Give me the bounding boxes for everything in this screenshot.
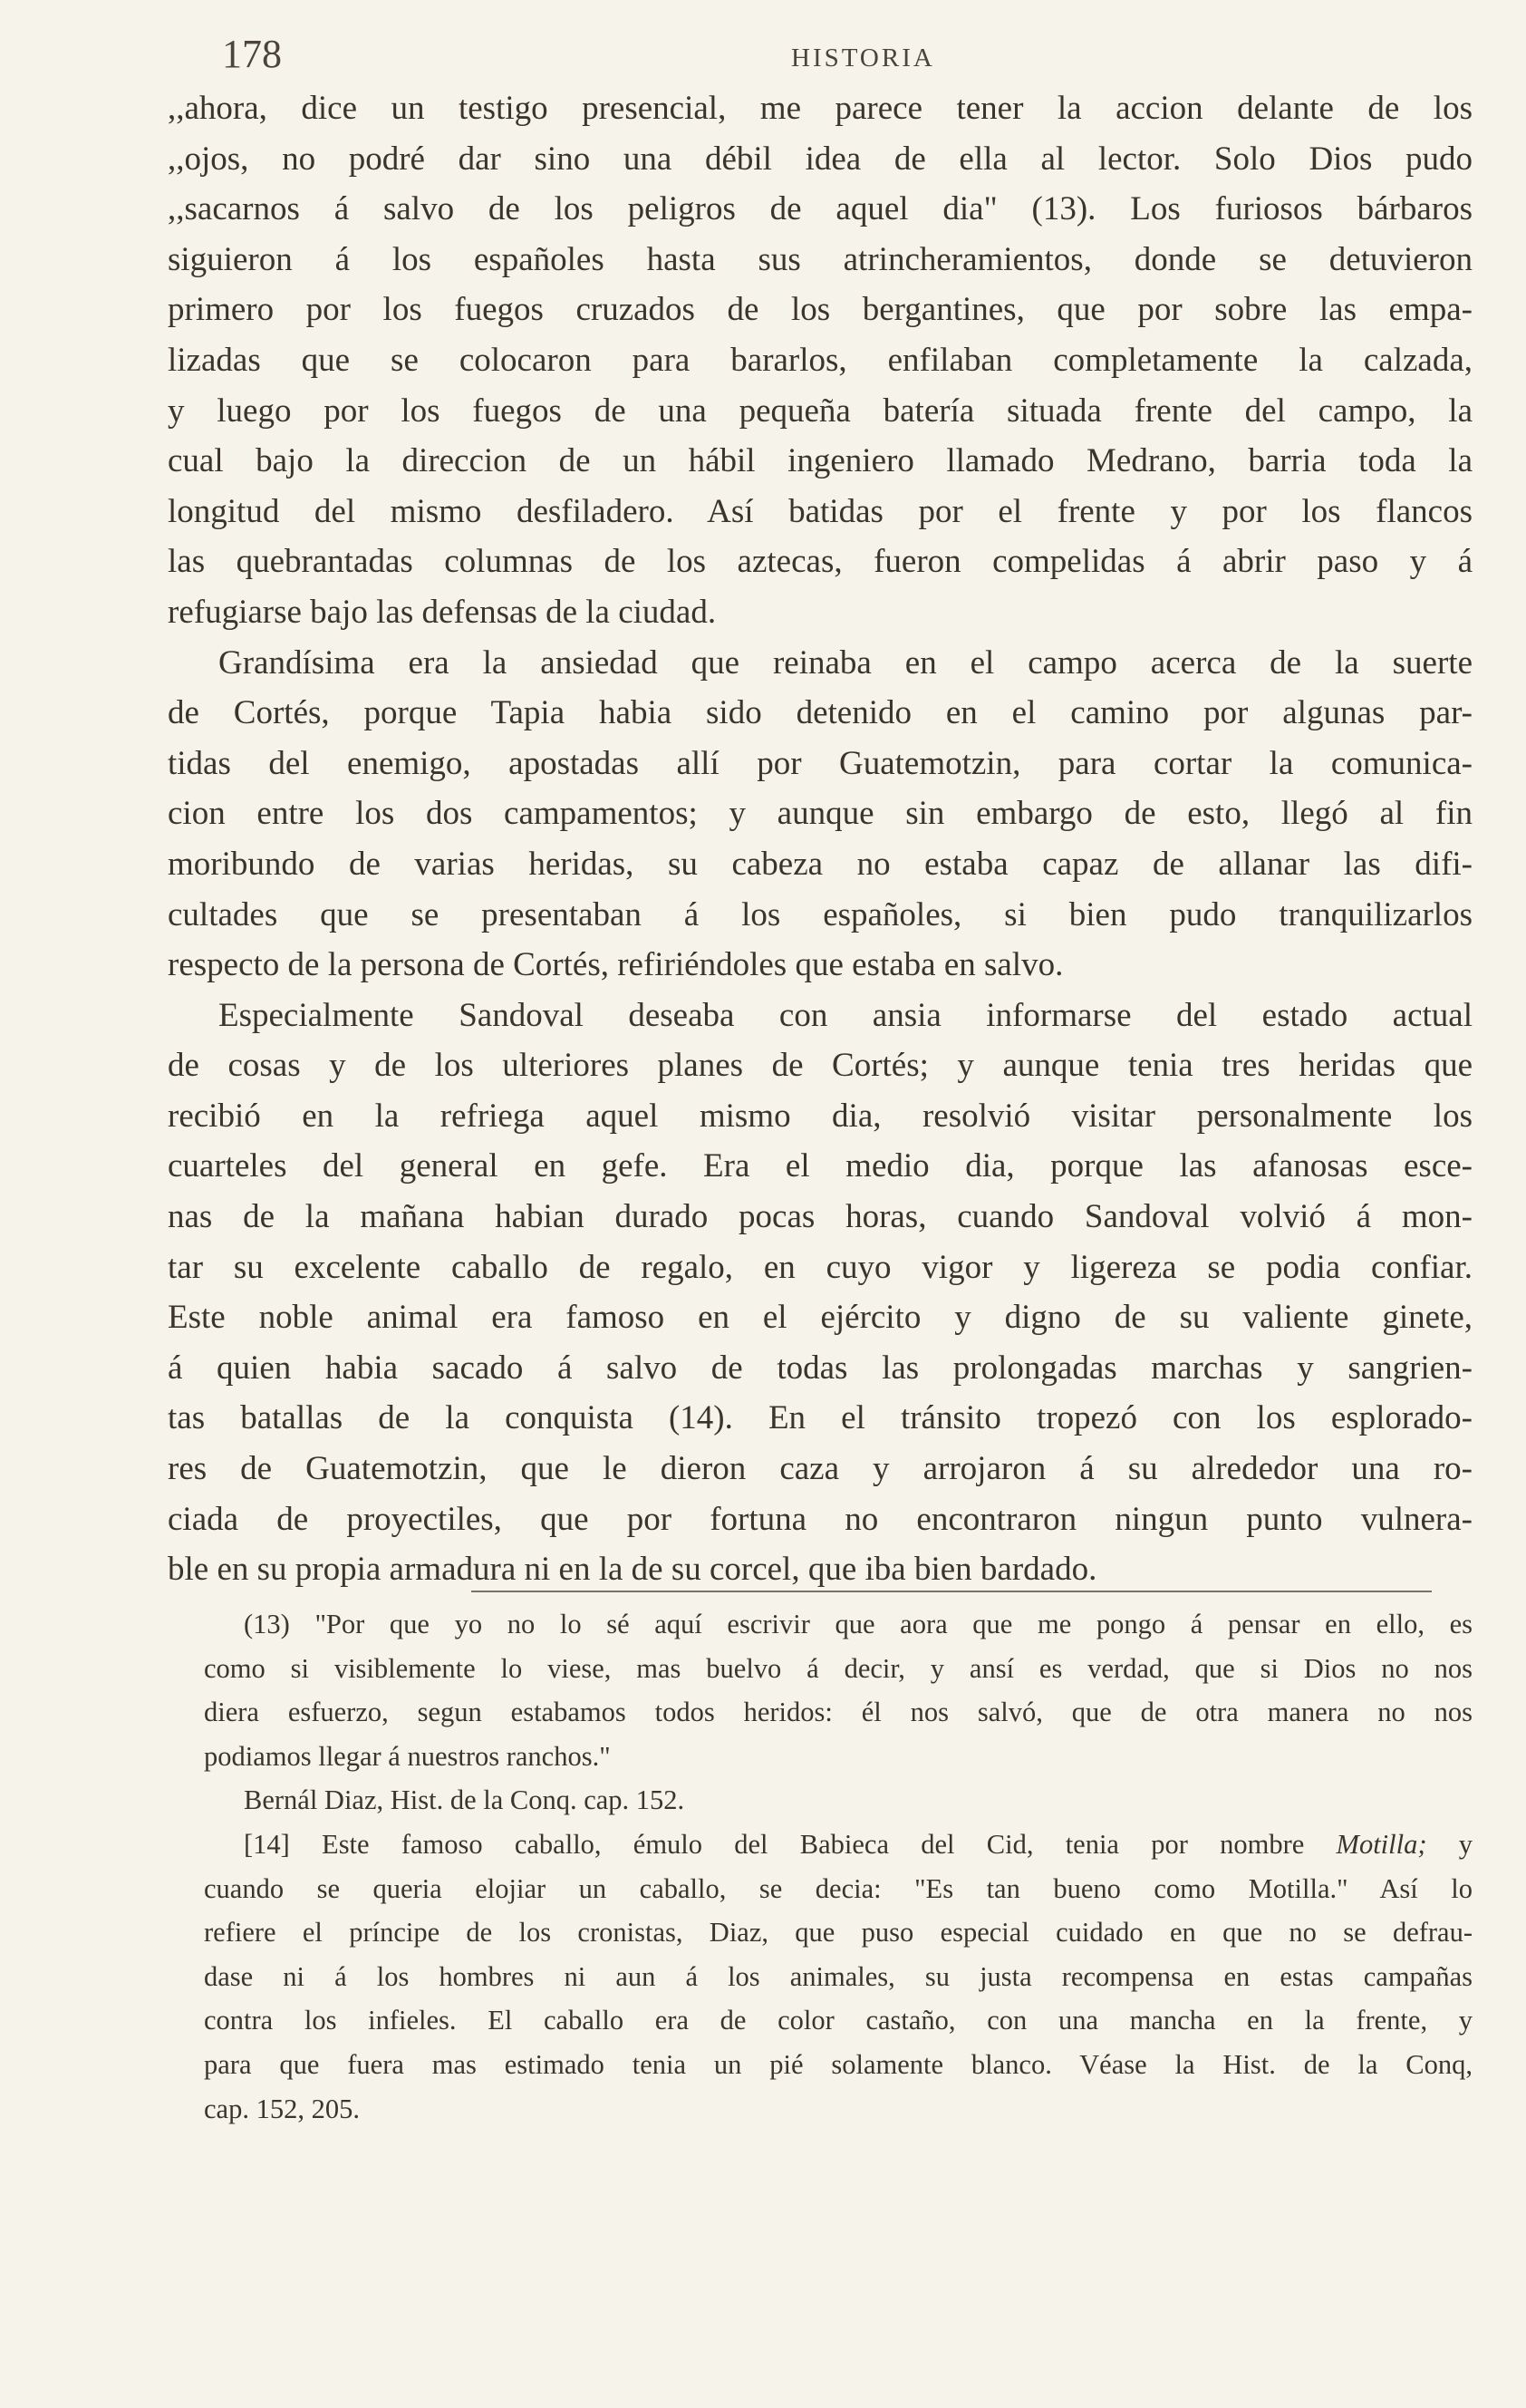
- text-line: cual bajo la direccion de un hábil ingeniero llamado Medrano, barria toda la: [168, 442, 1473, 480]
- footnotes: [204, 1602, 1473, 2131]
- footnote-13-line: (13) "Por que yo no lo sé aquí escrivir que aora que me pongo á pensar en ello, es: [244, 1609, 1473, 1639]
- footnote-13-citation: Bernál Diaz, Hist. de la Conq. cap. 152.: [244, 1784, 685, 1816]
- text-line: tar su excelente caballo de regalo, en cuyo vigor y ligereza se podia confiar.: [168, 1248, 1473, 1286]
- footnote-14-text: [14] Este famoso caballo, émulo del Babieca del Cid, tenia por nombre: [244, 1828, 1337, 1860]
- text-line: refugiarse bajo las defensas de la ciudad.: [168, 593, 717, 631]
- footnote-14-text: y: [1426, 1828, 1473, 1860]
- text-line: las quebrantadas columnas de los aztecas, fueron compelidas á abrir paso y á: [168, 543, 1473, 581]
- running-head: [222, 25, 1486, 80]
- text-line: moribundo de varias heridas, su cabeza no estaba capaz de allanar las difi-: [168, 845, 1473, 883]
- text-line: primero por los fuegos cruzados de los bergantines, que por sobre las empa-: [168, 291, 1473, 329]
- text-line: de cosas y de los ulteriores planes de Cortés; y aunque tenia tres heridas que: [168, 1047, 1473, 1085]
- text-line: á quien habia sacado á salvo de todas las prolongadas marchas y sangrien-: [168, 1349, 1473, 1387]
- running-title: HISTORIA: [791, 44, 935, 73]
- text-line: Este noble animal era famoso en el ejército y digno de su valiente ginete,: [168, 1299, 1473, 1337]
- page-number: 178: [222, 32, 282, 76]
- main-text: [168, 83, 1473, 1595]
- footnote-14-first-line: [204, 1823, 1473, 1867]
- footnote-14-line: contra los infieles. El caballo era de color castaño, con una mancha en la frente, y: [204, 2005, 1473, 2036]
- text-line: ,,ojos, no podré dar sino una débil idea de ella al lector. Solo Dios pudo: [168, 140, 1473, 178]
- text-line: ble en su propia armadura ni en la de su corcel, que iba bien bardado.: [168, 1551, 1097, 1589]
- text-line: ,,ahora, dice un testigo presencial, me parece tener la accion delante de los: [168, 90, 1473, 127]
- text-line: respecto de la persona de Cortés, refiriéndoles que estaba en salvo.: [168, 946, 1064, 984]
- text-line: tas batallas de la conquista (14). En el tránsito tropezó con los esplorado-: [168, 1399, 1473, 1437]
- text-line: nas de la mañana habian durado pocas horas, cuando Sandoval volvió á mon-: [168, 1198, 1473, 1236]
- text-line: res de Guatemotzin, que le dieron caza y arrojaron á su alrededor una ro-: [168, 1450, 1473, 1488]
- footnote-13-line: diera esfuerzo, segun estabamos todos heridos: él nos salvó, que de otra manera no nos: [204, 1697, 1473, 1728]
- footnote-14-line: cap. 152, 205.: [204, 2093, 360, 2124]
- footnote-13-line: como si visiblemente lo viese, mas buelvo á decir, y ansí es verdad, que si Dios no nos: [204, 1652, 1473, 1684]
- text-line: de Cortés, porque Tapia habia sido detenido en el camino por algunas par-: [168, 694, 1473, 732]
- text-line: cultades que se presentaban á los españoles, si bien pudo tranquilizarlos: [168, 895, 1473, 933]
- horse-name: Motilla;: [1336, 1828, 1427, 1860]
- text-line: Especialmente Sandoval deseaba con ansia informarse del estado actual: [218, 996, 1473, 1034]
- footnote-14-line: para que fuera mas estimado tenia un pié solamente blanco. Véase la Hist. de la Conq,: [204, 2048, 1473, 2080]
- text-line: recibió en la refriega aquel mismo dia, resolvió visitar personalmente los: [168, 1097, 1473, 1135]
- text-line: y luego por los fuegos de una pequeña batería situada frente del campo, la: [168, 392, 1473, 430]
- text-line: cuarteles del general en gefe. Era el medio dia, porque las afanosas esce-: [168, 1147, 1473, 1185]
- text-line: ,,sacarnos á salvo de los peligros de aquel dia" (13). Los furiosos bárbaros: [168, 190, 1473, 228]
- text-line: cion entre los dos campamentos; y aunque sin embargo de esto, llegó al fin: [168, 795, 1473, 833]
- text-line: longitud del mismo desfiladero. Así batidas por el frente y por los flancos: [168, 492, 1473, 530]
- text-line: ciada de proyectiles, que por fortuna no encontraron ningun punto vulnera-: [168, 1500, 1473, 1538]
- text-line: Grandísima era la ansiedad que reinaba en el campo acerca de la suerte: [218, 643, 1473, 682]
- footnote-14-line: dase ni á los hombres ni aun á los animales, su justa recompensa en estas campañas: [204, 1960, 1473, 1992]
- text-line: tidas del enemigo, apostadas allí por Guatemotzin, para cortar la comunica-: [168, 744, 1473, 782]
- footnote-divider: [471, 1591, 1432, 1592]
- footnote-14-line: refiere el príncipe de los cronistas, Diaz, que puso especial cuidado en que no se defrau-: [204, 1917, 1473, 1949]
- footnote-14-line: cuando se queria elojiar un caballo, se decia: "Es tan bueno como Motilla." Así lo: [204, 1872, 1473, 1904]
- text-line: lizadas que se colocaron para bararlos, enfilaban completamente la calzada,: [168, 341, 1473, 379]
- footnote-13-line: podiamos llegar á nuestros ranchos.": [204, 1740, 611, 1772]
- text-line: siguieron á los españoles hasta sus atrincheramientos, donde se detuvieron: [168, 240, 1473, 278]
